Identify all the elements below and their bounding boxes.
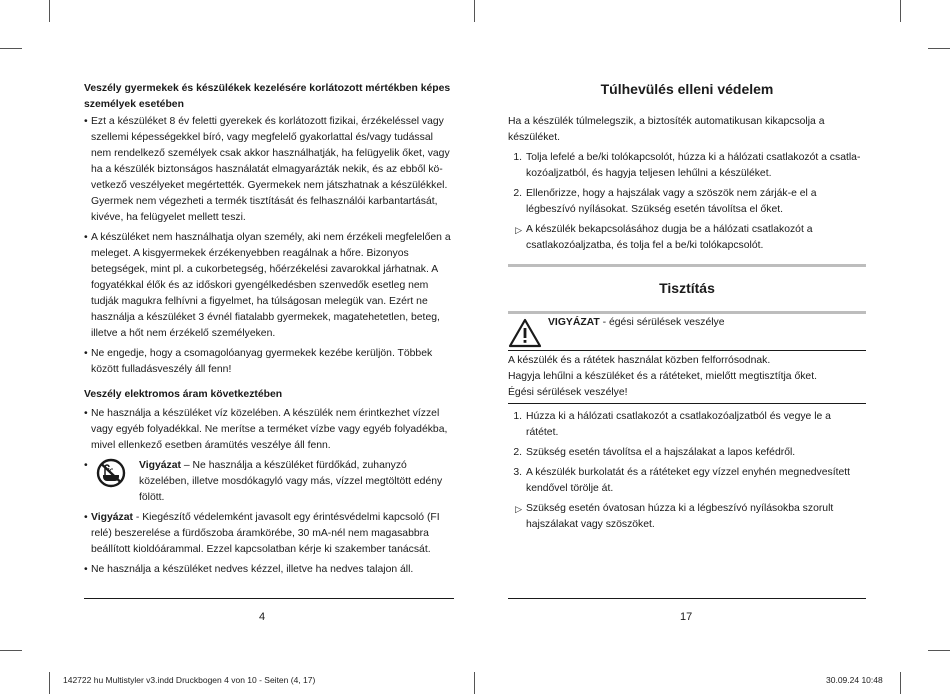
- paragraph: Ezt a készüléket 8 év feletti gyerekek és korlátozott fizikai, érzékeléssel vagy szellemi képességekkel bíró, vagy megfelelő gyakorlattal és/vagy tudással nem rendelkező személyek csak akkor használhatják, ha felügyelik őket, vagy ha a készülék biztonságos használatát elmagyarázták nekik, és az ebből következő veszélyeket megértették. Gyermekek nem játszhatnak a készülékkel. Gyermek nem végezheti a termék tisztítását és felhasználói karbantartását, kivéve, ha felügyelet mellett teszi.: [91, 116, 450, 223]
- list-item: • Vigyázat – Ne használja a készüléket fürdőkád, zuhanyzó közelében, illetve mosdókagyló vagy más, vízzel megtöltött edény fölött.: [84, 460, 443, 503]
- crop-mark: [49, 672, 50, 694]
- footer-rule: [508, 598, 866, 599]
- section-title-cleaning: Tisztítás: [659, 280, 715, 296]
- page-number-right: 17: [680, 611, 693, 623]
- footer-rule: [84, 598, 454, 599]
- section-heading-electric: Veszély elektromos áram következtében: [84, 389, 283, 400]
- section-divider: [508, 311, 866, 314]
- paragraph: A készüléket nem használhatja olyan személy, aki nem érzékeli megfelelően a meleget. A kisgyermekek érzékenyebben reagálnak a hőre. Bizonyos betegségek, mint pl. a cukorbetegség, hőérzékelési zavarokkal járhatnak. A fogyatékkal élők és az időskori gyengélkedésben szenvedők esetleg nem tudják magukra felhívni a figyelmet, ha túlságosan melegük van. Ezért ne használja a készüléket 3 évnél fiatalabb gyermekek, magatehetetlen, beteg, illetve a hőt nem érzékelő személyeken.: [91, 232, 451, 339]
- paragraph: Ne engedje, hogy a csomagolóanyag gyermekek kezébe kerüljön. Többek között fulladásveszély áll fenn!: [91, 348, 433, 375]
- paragraph: – Ne használja a készüléket fürdőkád, zuhanyzó közelében, illetve mosdókagyló vagy más, vízzel megtöltött edény fölött.: [139, 460, 443, 503]
- list-item: • A készüléket nem használhatja olyan személy, aki nem érzékeli megfelelően a meleget. A kisgyermekek érzékenyebben reagálnak a hőre. Bizonyos betegségek, mint pl. a cukorbetegség, hőérzékelési zavarokkal járhatnak. A fogyatékkal élők és az időskori gyengélkedésben szenvedők esetleg nem tudják magukra felhívni a figyelmet, ha túlságosan melegük van. Ezért ne használja a készüléket 3 évnél fiatalabb gyermekek, magatehetetlen, beteg, illetve a hőt nem érzékelő személyeken.: [84, 230, 454, 342]
- crop-mark: [0, 650, 22, 651]
- list-item: 1. Tolja lefelé a be/ki tolókapcsolót, húzza ki a hálózati csatlakozót a csatlakozóaljzatból, és hagyja teljesen lehűlni a készüléket.: [513, 152, 861, 179]
- list-item: 2. Szükség esetén távolítsa el a hajszálakat a lapos kefédről.: [513, 447, 796, 458]
- warning-line: Hagyja lehűlni a készüléket és a rátéteket, mielőtt megtisztítja őket.: [508, 371, 817, 382]
- section-divider: [508, 264, 866, 267]
- list-item: ▷ A készülék bekapcsolásához dugja be a hálózati csatlakozót a csatlakozóaljzatba, és tolja fel a be/ki tolókapcsolót.: [508, 222, 866, 254]
- paragraph: - Kiegészítő védelemként javasolt egy érintésvédelmi kapcsoló (FI relé) beszerelése a fürdőszoba áramkörébe, 30 mA-nél nem magasabbra beállított kioldóárammal. Ezzel kapcsolatban kérje ki szakember tanácsát.: [91, 512, 440, 555]
- list-item: • Vigyázat - Kiegészítő védelemként javasolt egy érintésvédelmi kapcsoló (FI relé) beszerelése a fürdőszoba áramkörébe, 30 mA-nél nem magasabbra beállított kioldóárammal. Ezzel kapcsolatban kérje ki szakember tanácsát.: [84, 512, 440, 555]
- warning-box-bottom-rule: [508, 403, 866, 404]
- crop-mark: [928, 650, 950, 651]
- triangle-pointer-icon: ▷: [515, 225, 522, 235]
- warning-line: Égési sérülések veszélye!: [508, 387, 628, 398]
- warning-label: VIGYÁZAT: [548, 317, 600, 328]
- triangle-pointer-icon: ▷: [515, 504, 522, 514]
- warning-triangle-icon: [508, 316, 544, 346]
- crop-mark: [474, 0, 475, 22]
- list-item: ▷ Szükség esetén óvatosan húzza ki a légbeszívó nyílásokba szorult hajszálakat vagy szöszöket.: [508, 501, 866, 533]
- paragraph: Ha a készülék túlmelegszik, a biztosíték automatikusan kikapcsolja a készüléket.: [508, 116, 825, 143]
- print-slug-file: 142722 hu Multistyler v3.indd Druckbogen 4 von 10 - Seiten (4, 17): [63, 675, 316, 685]
- paragraph: Ne használja a készüléket nedves kézzel, illetve ha nedves talajon áll.: [91, 564, 414, 575]
- crop-mark: [928, 48, 950, 49]
- crop-mark: [900, 0, 901, 22]
- right-page-content: [508, 80, 866, 533]
- no-bath-water-icon: [91, 458, 139, 488]
- warning-box: [508, 316, 866, 351]
- crop-mark: [900, 672, 901, 694]
- print-slug-timestamp: 30.09.24 10:48: [826, 675, 883, 685]
- paragraph: Ne használja a készüléket víz közelében. A készülék nem érintkezhet vízzel vagy egyéb folyadékkal. Ne merítse a terméket vízbe vagy egyéb folyadékba, mivel ellenkező esetben áramütés veszélye áll fenn.: [91, 408, 448, 451]
- list-item: • Ne engedje, hogy a csomagolóanyag gyermekek kezébe kerüljön. Többek között fulladásveszély áll fenn!: [84, 346, 454, 378]
- list-item: • Ezt a készüléket 8 év feletti gyerekek és korlátozott fizikai, érzékeléssel vagy szellemi képességekkel bíró, vagy megfelelő gyakorlattal és/vagy tudással nem rendelkező személyek csak akkor használhatják, ha felügyelik őket, vagy ha a készülék biztonságos használatát elmagyarázták nekik, és az ebből következő veszélyeket megértették. Gyermekek nem játszhatnak a készülékkel. Gyermek nem végezheti a termék tisztítását és felhasználói karbantartását, kivéve, ha felügyelet mellett teszi.: [84, 114, 454, 226]
- section-title-overheat: Túlhevülés elleni védelem: [600, 81, 774, 97]
- list-item: • Ne használja a készüléket víz közelében. A készülék nem érintkezhet vízzel vagy egyéb folyadékkal. Ne merítse a terméket vízbe vagy egyéb folyadékba, mivel ellenkező esetben áramütés veszélye áll fenn.: [84, 406, 454, 454]
- section-heading-children: Veszély gyermekek és készülékek kezelésére korlátozott mértékben képes személyek esetében: [84, 83, 451, 110]
- list-item: 3. A készülék burkolatát és a rátéteket egy vízzel enyhén megnedvesített kendővel törölje át.: [513, 467, 851, 494]
- left-page-content: [84, 81, 454, 578]
- crop-mark: [49, 0, 50, 22]
- warning-label: Vigyázat: [139, 460, 181, 471]
- crop-mark: [0, 48, 22, 49]
- list-item: • Ne használja a készüléket nedves kézzel, illetve ha nedves talajon áll.: [84, 562, 454, 578]
- crop-mark: [474, 672, 475, 694]
- warning-label: Vigyázat: [91, 512, 133, 523]
- list-item: 1. Húzza ki a hálózati csatlakozót a csatlakozóaljzatból és vegye le a rátétet.: [513, 411, 831, 438]
- page-number-left: 4: [259, 611, 266, 623]
- warning-subtitle: - égési sérülések veszélye: [599, 317, 725, 328]
- warning-line: A készülék és a rátétek használat közben felforrósodnak.: [508, 355, 771, 366]
- list-item: 2. Ellenőrizze, hogy a hajszálak vagy a szöszök nem zárják-e el a légbeszívó nyílásokat. Szükség esetén távolítsa el őket.: [513, 188, 817, 215]
